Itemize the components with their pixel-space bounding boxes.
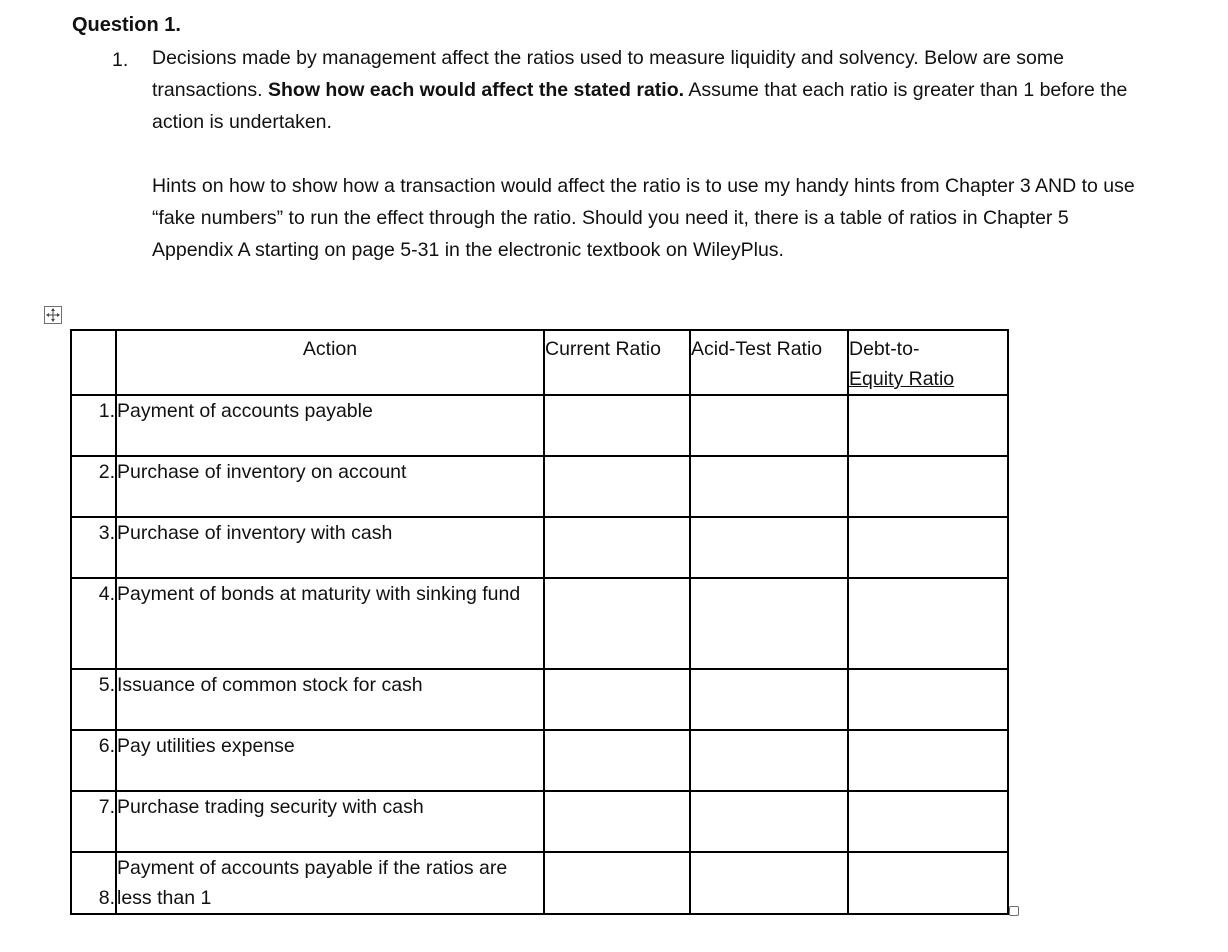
question-heading: Question 1. [72,14,181,36]
table-row [71,517,1008,578]
row-number: 5. [71,669,116,730]
current-ratio-cell[interactable] [544,395,690,456]
acid-test-ratio-cell[interactable] [690,395,848,456]
move-arrows-icon[interactable] [44,306,62,324]
ratio-effects-table [70,329,1009,915]
debt-to-equity-cell[interactable] [848,456,1008,517]
hints-paragraph: Hints on how to show how a transaction would affect the ratio is to use my handy hints from Chapter 3 AND to use “fake numbers” to run the effect through the ratio. Should you need it, there is a table of ratios in Chapter 5 Appendix A starting on page 5-31 in the electronic textbook on WileyPlus. [152,175,1135,261]
table-row [71,669,1008,730]
header-debt-line2: Equity Ratio [849,368,955,390]
table-row [71,791,1008,852]
debt-to-equity-cell[interactable] [848,669,1008,730]
current-ratio-cell[interactable] [544,730,690,791]
intro-bold-instruction: Show how each would affect the stated ratio. [267,79,685,101]
acid-test-ratio-cell[interactable] [690,578,848,669]
resize-handle-icon[interactable] [1009,906,1019,916]
row-number: 3. [71,517,116,578]
current-ratio-cell[interactable] [544,669,690,730]
row-action: Purchase trading security with cash [116,791,544,852]
intro-paragraph [152,42,1137,138]
table-row [71,730,1008,791]
row-number: 2. [71,456,116,517]
row-action: Payment of accounts payable [116,395,544,456]
debt-to-equity-cell[interactable] [848,852,1008,914]
acid-test-ratio-cell[interactable] [690,852,848,914]
row-number: 8. [71,852,116,914]
current-ratio-cell[interactable] [544,578,690,669]
row-action: Pay utilities expense [116,730,544,791]
header-debt-to-equity-ratio [848,330,1008,395]
table-row [71,578,1008,669]
row-action: Purchase of inventory on account [116,456,544,517]
header-acid-test-ratio: Acid-Test Ratio [690,330,848,395]
acid-test-ratio-cell[interactable] [690,669,848,730]
table-header-row [71,330,1008,395]
row-number: 7. [71,791,116,852]
intro-text-end: Assume that each ratio is greater than 1 before the action is undertaken. [152,79,1128,133]
row-action: Payment of accounts payable if the ratios are less than 1 [116,852,544,914]
current-ratio-cell[interactable] [544,456,690,517]
debt-to-equity-cell[interactable] [848,791,1008,852]
header-current-ratio: Current Ratio [544,330,690,395]
intro-text-start: Decisions made by management affect the ratios used to measure liquidity and solvency. Below are some transactions. [152,47,1064,101]
debt-to-equity-cell[interactable] [848,517,1008,578]
table-row [71,456,1008,517]
debt-to-equity-cell[interactable] [848,578,1008,669]
acid-test-ratio-cell[interactable] [690,730,848,791]
header-debt-line1: Debt-to- [849,338,920,360]
acid-test-ratio-cell[interactable] [690,791,848,852]
current-ratio-cell[interactable] [544,852,690,914]
table-row [71,395,1008,456]
debt-to-equity-cell[interactable] [848,730,1008,791]
row-action: Payment of bonds at maturity with sinking fund [116,578,544,669]
item-number: 1. [112,49,129,71]
row-number: 4. [71,578,116,669]
row-number: 1. [71,395,116,456]
debt-to-equity-cell[interactable] [848,395,1008,456]
current-ratio-cell[interactable] [544,517,690,578]
current-ratio-cell[interactable] [544,791,690,852]
table-row [71,852,1008,914]
move-arrows-glyph [45,307,61,323]
row-number: 6. [71,730,116,791]
header-action: Action [116,330,544,395]
header-number-cell [71,330,116,395]
row-action: Issuance of common stock for cash [116,669,544,730]
acid-test-ratio-cell[interactable] [690,456,848,517]
row-action: Purchase of inventory with cash [116,517,544,578]
acid-test-ratio-cell[interactable] [690,517,848,578]
